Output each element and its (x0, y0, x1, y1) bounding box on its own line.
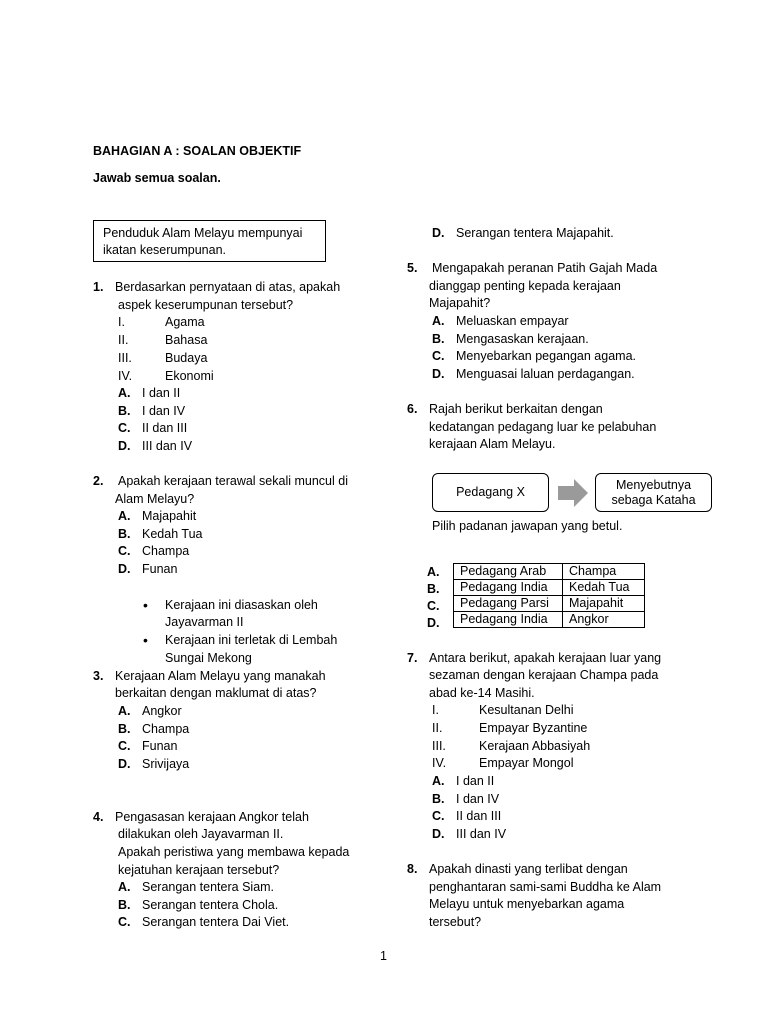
bullet-icon: • (143, 597, 148, 613)
table-cell: Pedagang India (454, 612, 563, 628)
option-letter: A. (118, 386, 131, 400)
stimulus-line: ikatan keserumpunan. (103, 243, 226, 257)
question-number: 3. (93, 669, 104, 683)
bullet-text: Sungai Mekong (165, 651, 252, 665)
roman-item: Budaya (165, 351, 208, 365)
option-letter: B. (432, 792, 445, 806)
question-number: 4. (93, 810, 104, 824)
diagram-right-box (595, 473, 712, 512)
table-cell: Pedagang Arab (454, 564, 563, 580)
roman-numeral: III. (432, 739, 446, 753)
roman-numeral: I. (432, 703, 439, 717)
option-letter: B. (118, 898, 131, 912)
roman-numeral: I. (118, 315, 125, 329)
question-text: abad ke-14 Masihi. (429, 686, 535, 700)
question-text: berkaitan dengan maklumat di atas? (115, 686, 317, 700)
option-text: I dan II (456, 774, 495, 788)
bullet-text: Jayavarman II (165, 615, 244, 629)
question-text: Apakah kerajaan terawal sekali muncul di (118, 474, 348, 488)
question-text: Alam Melayu? (115, 492, 195, 506)
question-number: 5. (407, 261, 418, 275)
instruction: Jawab semua soalan. (93, 171, 221, 185)
table-row (454, 580, 645, 596)
section-title: BAHAGIAN A : SOALAN OBJEKTIF (93, 144, 302, 158)
question-text: Majapahit? (429, 296, 491, 310)
stimulus-box (93, 220, 326, 262)
option-text: I dan IV (142, 404, 186, 418)
table-row (454, 564, 645, 580)
question-text: Rajah berikut berkaitan dengan (429, 402, 603, 416)
roman-numeral: II. (118, 333, 129, 347)
question-text: aspek keserumpunan tersebut? (118, 298, 294, 312)
option-letter: D. (118, 757, 131, 771)
question-prompt: Pilih padanan jawapan yang betul. (432, 519, 623, 533)
option-letter: C. (118, 544, 131, 558)
table-cell: Champa (563, 564, 645, 580)
option-text: Mengasaskan kerajaan. (456, 332, 589, 346)
question-text: penghantaran sami-sami Buddha ke Alam (429, 880, 662, 894)
option-letter: D. (118, 439, 131, 453)
table-row (454, 596, 645, 612)
roman-item: Empayar Mongol (479, 756, 574, 770)
option-letter: D. (432, 226, 445, 240)
roman-item: Empayar Byzantine (479, 721, 588, 735)
option-text: Funan (142, 739, 178, 753)
option-letter: C. (118, 421, 131, 435)
question-text: Melayu untuk menyebarkan agama (429, 897, 625, 911)
bullet-icon: • (143, 632, 148, 648)
option-letter: B. (118, 527, 131, 541)
table-cell: Majapahit (563, 596, 645, 612)
option-text: Serangan tentera Majapahit. (456, 226, 614, 240)
roman-item: Agama (165, 315, 205, 329)
question-text: Antara berikut, apakah kerajaan luar yang (429, 651, 662, 665)
option-text: Serangan tentera Chola. (142, 898, 279, 912)
option-text: Champa (142, 544, 190, 558)
option-letter: A. (432, 314, 445, 328)
question-text: kerajaan Alam Melayu. (429, 437, 556, 451)
bullet-text: Kerajaan ini diasaskan oleh (165, 598, 318, 612)
roman-item: Bahasa (165, 333, 208, 347)
diagram-left-box (432, 473, 549, 512)
table-cell: Kedah Tua (563, 580, 645, 596)
option-text: Funan (142, 562, 178, 576)
question-text: Apakah peristiwa yang membawa kepada (118, 845, 350, 859)
diagram-right-label: sebaga Kataha (611, 492, 696, 507)
option-text: I dan II (142, 386, 181, 400)
question-text: Berdasarkan pernyataan di atas, apakah (115, 280, 341, 294)
option-letter: D. (432, 827, 445, 841)
option-text: II dan III (142, 421, 188, 435)
option-letter: A. (118, 704, 131, 718)
option-letter: A. (118, 509, 131, 523)
option-letter: A. (118, 880, 131, 894)
roman-item: Ekonomi (165, 369, 214, 383)
option-letter: C. (118, 739, 131, 753)
option-text: III dan IV (142, 439, 193, 453)
roman-item: Kesultanan Delhi (479, 703, 574, 717)
roman-numeral: III. (118, 351, 132, 365)
page-number: 1 (380, 949, 387, 963)
option-letter: C. (432, 349, 445, 363)
roman-numeral: II. (432, 721, 443, 735)
question-number: 2. (93, 474, 104, 488)
question-text: Kerajaan Alam Melayu yang manakah (115, 669, 326, 683)
option-text: Serangan tentera Siam. (142, 880, 275, 894)
roman-numeral: IV. (432, 756, 447, 770)
option-text: Menguasai laluan perdagangan. (456, 367, 635, 381)
question-text: kejatuhan kerajaan tersebut? (118, 863, 280, 877)
option-letter: B. (432, 332, 445, 346)
option-letter: D. (118, 562, 131, 576)
option-text: Champa (142, 722, 190, 736)
question-number: 7. (407, 651, 418, 665)
option-letter: A. (432, 774, 445, 788)
diagram-right-label: Menyebutnya (615, 477, 692, 492)
option-letter: C. (427, 599, 440, 613)
table-cell: Pedagang India (454, 580, 563, 596)
table-row (454, 612, 645, 628)
option-text: Meluaskan empayar (456, 314, 569, 328)
table-cell: Angkor (563, 612, 645, 628)
option-letter: C. (118, 915, 131, 929)
option-text: Angkor (142, 704, 182, 718)
option-text: Menyebarkan pegangan agama. (456, 349, 636, 363)
stimulus-line: Penduduk Alam Melayu mempunyai (103, 226, 303, 240)
question-number: 8. (407, 862, 418, 876)
question-text: Apakah dinasti yang terlibat dengan (429, 862, 628, 876)
option-text: Kedah Tua (142, 527, 203, 541)
table-cell: Pedagang Parsi (454, 596, 563, 612)
option-letter: A. (427, 565, 440, 579)
question-text: dilakukan oleh Jayavarman II. (118, 827, 284, 841)
question-text: kedatangan pedagang luar ke pelabuhan (429, 420, 657, 434)
question-number: 6. (407, 402, 418, 416)
diagram-left-label: Pedagang X (456, 485, 525, 499)
arrow-right-icon (558, 479, 588, 507)
option-text: Majapahit (142, 509, 197, 523)
option-letter: D. (427, 616, 440, 630)
question-number: 1. (93, 280, 104, 294)
option-text: I dan IV (456, 792, 500, 806)
question-text: dianggap penting kepada kerajaan (429, 279, 621, 293)
roman-numeral: IV. (118, 369, 133, 383)
option-text: Srivijaya (142, 757, 190, 771)
option-letter: B. (118, 404, 131, 418)
question-text: Pengasasan kerajaan Angkor telah (115, 810, 309, 824)
question-text: sezaman dengan kerajaan Champa pada (429, 668, 659, 682)
option-text: Serangan tentera Dai Viet. (142, 915, 290, 929)
option-text: III dan IV (456, 827, 507, 841)
option-text: II dan III (456, 809, 502, 823)
option-letter: D. (432, 367, 445, 381)
question-text: tersebut? (429, 915, 482, 929)
option-letter: B. (427, 582, 440, 596)
bullet-text: Kerajaan ini terletak di Lembah (165, 633, 338, 647)
answer-table (453, 563, 645, 628)
roman-item: Kerajaan Abbasiyah (479, 739, 591, 753)
option-letter: B. (118, 722, 131, 736)
option-letter: C. (432, 809, 445, 823)
question-text: Mengapakah peranan Patih Gajah Mada (432, 261, 658, 275)
